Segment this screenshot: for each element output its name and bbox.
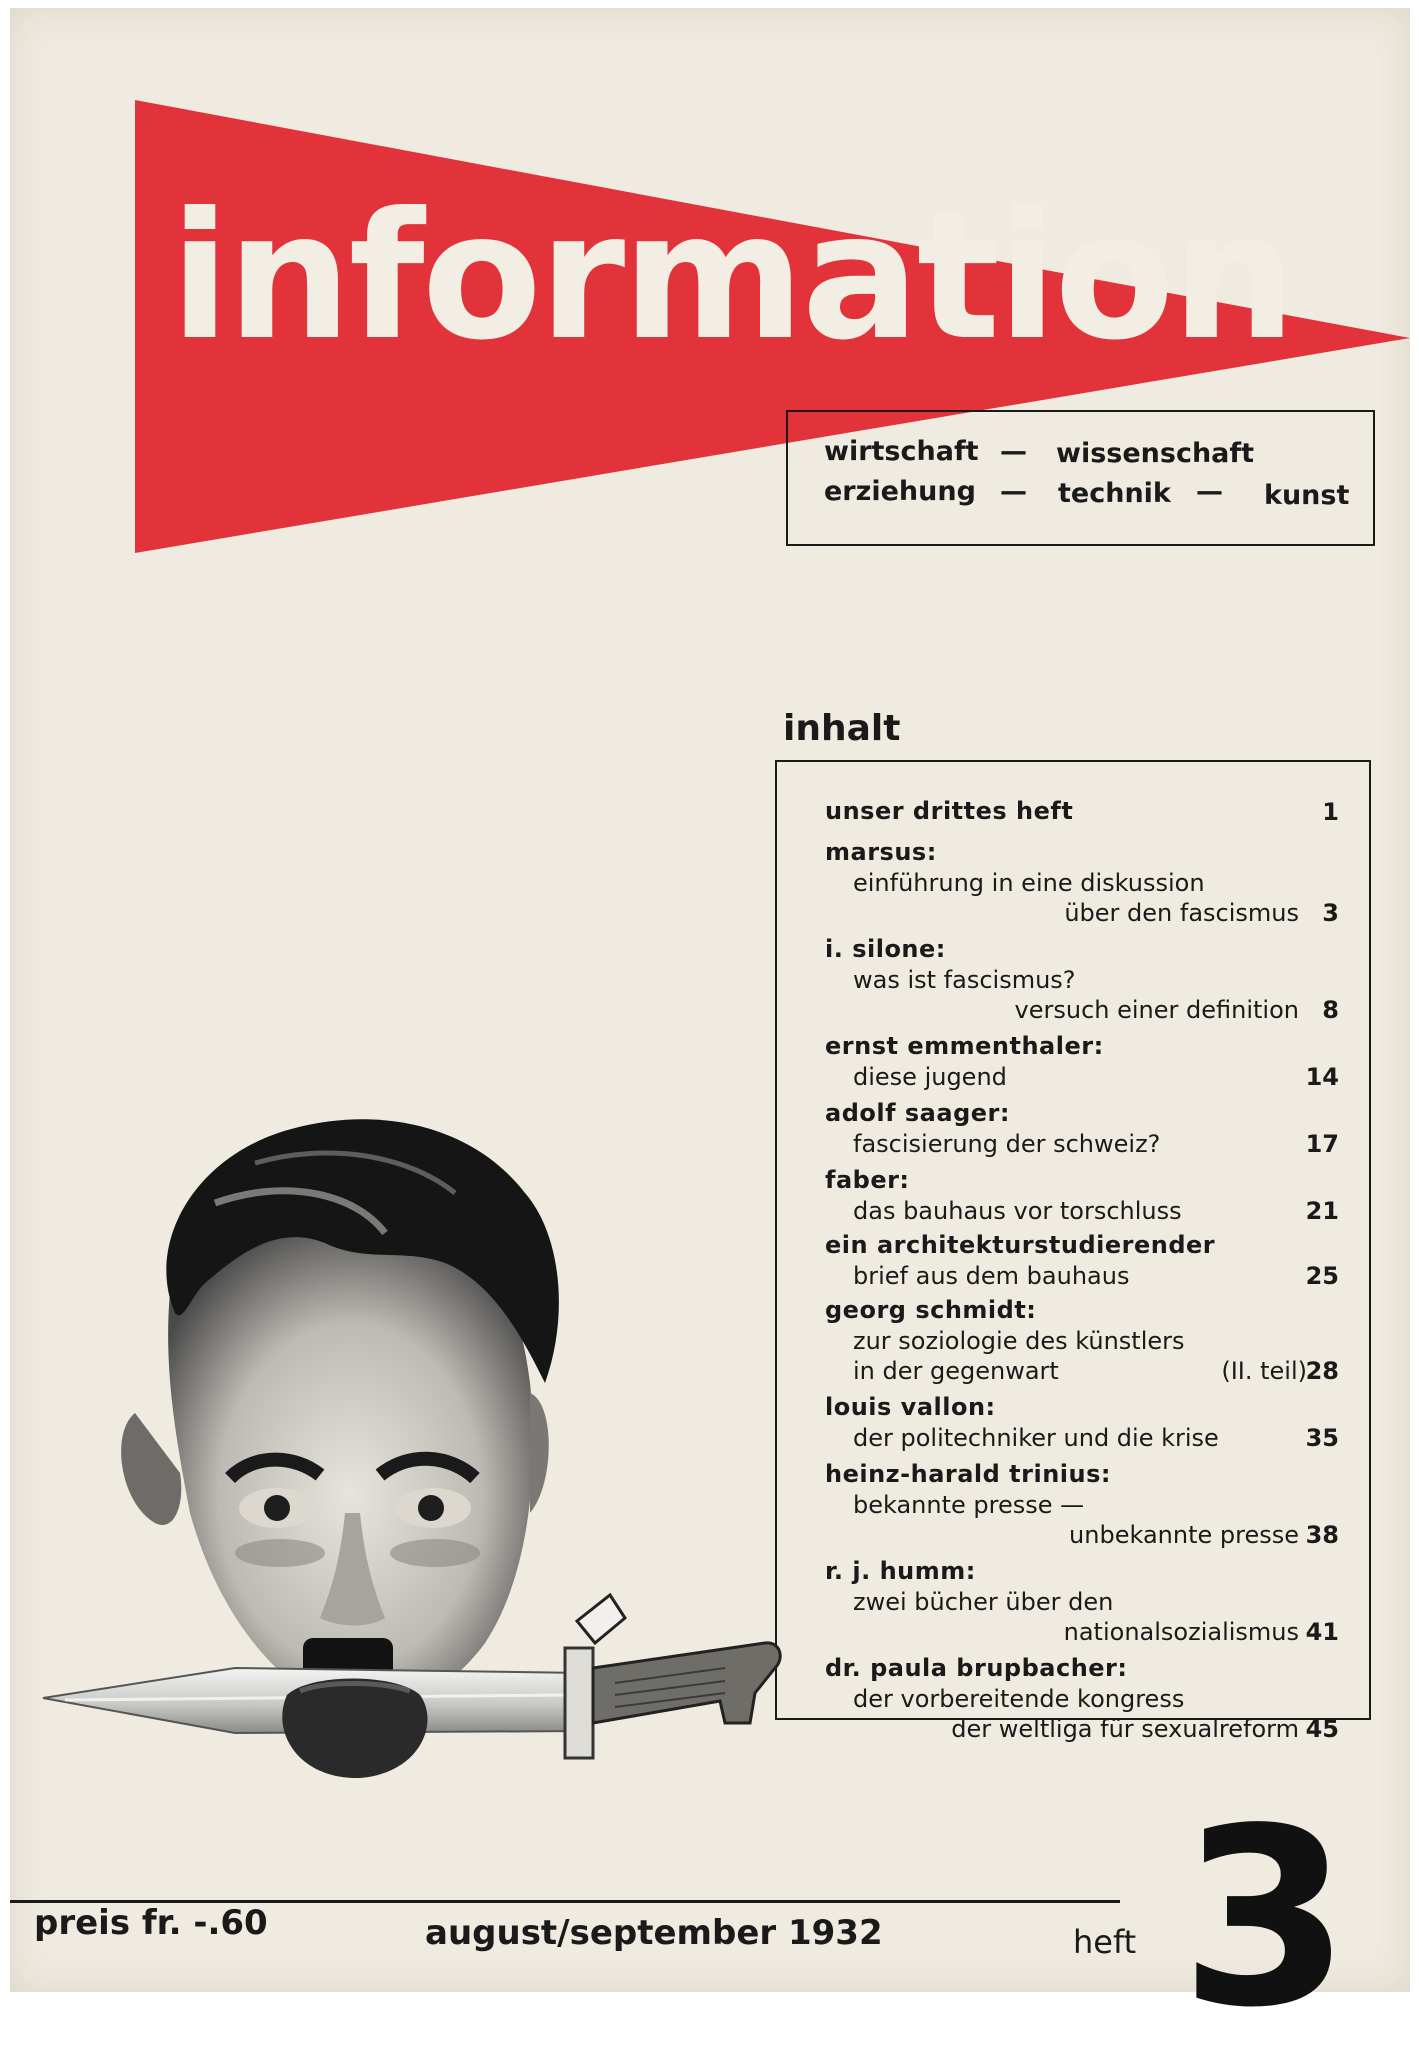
subject-wirtschaft: wirtschaft	[824, 436, 979, 467]
table-of-contents	[775, 760, 1371, 1743]
issue-date: august/september 1932	[425, 1913, 883, 1953]
toc-entry-author: louis vallon:	[825, 1393, 996, 1421]
photomontage-head-with-knife	[25, 1083, 785, 1823]
toc-entry-title-text: zur soziologie des künstlers	[853, 1327, 1185, 1355]
toc-entry-title-line	[825, 995, 1339, 1025]
toc-entry-title-line	[825, 1196, 1339, 1226]
toc-entry-author: heinz-harald trinius:	[825, 1460, 1111, 1488]
toc-entry-page-number: 28	[1305, 1357, 1339, 1385]
toc-entry-title-line	[825, 1261, 1339, 1291]
subject-wissenschaft: wissenschaft	[1056, 438, 1255, 469]
toc-entry-title-line	[825, 1326, 1339, 1356]
toc-heading: inhalt	[783, 708, 901, 749]
toc-entry-title-text: in der gegenwart	[853, 1357, 1059, 1385]
toc-entry-page-number: 8	[1322, 996, 1339, 1024]
toc-entry	[825, 1459, 1339, 1550]
toc-entry	[825, 1653, 1339, 1744]
toc-entry-title-line	[825, 1714, 1339, 1744]
mouth-lips	[282, 1679, 427, 1779]
toc-entry-author: georg schmidt:	[825, 1296, 1037, 1324]
toc-entry-page-number: 3	[1322, 899, 1339, 927]
toc-entry	[825, 1165, 1339, 1226]
toc-entry-title-line	[825, 898, 1339, 928]
toc-entry-title-text: das bauhaus vor torschluss	[853, 1197, 1182, 1225]
toc-entry	[825, 1098, 1339, 1159]
toc-entry-page-number: 35	[1305, 1424, 1339, 1452]
toc-entry-title-text: diese jugend	[853, 1063, 1007, 1091]
toc-entry	[825, 1295, 1339, 1386]
head	[121, 1119, 559, 1710]
toc-entry-title-text: fascisierung der schweiz?	[853, 1130, 1161, 1158]
toc-entry-title-line	[825, 1129, 1339, 1159]
toc-entry	[825, 1230, 1339, 1291]
toc-entry-title-line	[825, 1520, 1339, 1550]
subject-box	[786, 410, 1375, 546]
subject-technik: technik	[1058, 478, 1171, 509]
subject-dash: —	[1196, 476, 1223, 507]
toc-entry-title-text: über den fascismus	[1064, 899, 1299, 927]
toc-entry-title-line	[825, 1423, 1339, 1453]
subject-erziehung: erziehung	[824, 476, 976, 507]
toc-entry-author: unser drittes heft	[825, 797, 1074, 825]
subject-kunst: kunst	[1264, 480, 1350, 511]
toc-entry-title-text: der vorbereitende kongress	[853, 1685, 1185, 1713]
toc-entry-title-line	[825, 1684, 1339, 1714]
toc-entry-page-number: 45	[1305, 1715, 1339, 1743]
masthead-title: information	[170, 176, 1294, 379]
toc-entry-author: r. j. humm:	[825, 1557, 976, 1585]
toc-entry-note: (II. teil)	[1221, 1357, 1307, 1385]
toc-entry-page-number: 25	[1305, 1262, 1339, 1290]
toc-entry-page-number: 41	[1305, 1618, 1339, 1646]
toc-entry-title-line	[825, 965, 1339, 995]
issue-number: 3	[1180, 1776, 1351, 2061]
toc-entry-page-number: 38	[1305, 1521, 1339, 1549]
subject-dash: —	[1000, 436, 1027, 467]
toc-entry-title-text: zwei bücher über den	[853, 1588, 1114, 1616]
toc-entry-author: ein architekturstudierender	[825, 1231, 1216, 1259]
toc-entry-author: dr. paula brupbacher:	[825, 1654, 1128, 1682]
toc-entry-author: ernst emmenthaler:	[825, 1032, 1104, 1060]
subject-dash: —	[1000, 476, 1027, 507]
toc-entry-page-number: 17	[1305, 1130, 1339, 1158]
toc-entry-title-text: der weltliga für sexualreform	[951, 1715, 1299, 1743]
toc-entry	[825, 934, 1339, 1025]
toc-entry-author: adolf saager:	[825, 1099, 1010, 1127]
toc-entry	[825, 1556, 1339, 1647]
toc-entry-author: faber:	[825, 1166, 910, 1194]
toc-entry	[825, 1392, 1339, 1453]
toc-entry-title-text: versuch einer definition	[1014, 996, 1299, 1024]
toc-entry-page-number: 21	[1305, 1197, 1339, 1225]
toc-entry	[825, 837, 1339, 928]
toc-entry	[825, 1031, 1339, 1092]
toc-entry-title-text: nationalsozialismus	[1063, 1618, 1299, 1646]
toc-entry-title-text: was ist fascismus?	[853, 966, 1076, 994]
toc-entry-title-text: der politechniker und die krise	[853, 1424, 1219, 1452]
toc-list	[825, 790, 1339, 1744]
magazine-cover	[10, 8, 1410, 2061]
toc-entry-title-line	[825, 1617, 1339, 1647]
price-label: preis fr. -.60	[34, 1903, 268, 1943]
toc-entry-title-line	[825, 1490, 1339, 1520]
issue-label: heft	[1073, 1923, 1137, 1961]
toc-entry-title-line	[825, 1062, 1339, 1092]
toc-entry-title-line	[825, 1356, 1339, 1386]
toc-entry-title-text: unbekannte presse	[1069, 1521, 1299, 1549]
toc-entry-title-line	[825, 868, 1339, 898]
toc-entry-title-text: einführung in eine diskussion	[853, 869, 1205, 897]
toc-entry-author: marsus:	[825, 838, 937, 866]
toc-entry	[825, 796, 1339, 827]
toc-entry-title-text: bekannte presse —	[853, 1491, 1085, 1519]
toc-entry-title-text: brief aus dem bauhaus	[853, 1262, 1130, 1290]
toc-entry-page-number: 14	[1305, 1063, 1339, 1091]
toc-entry-author: i. silone:	[825, 935, 946, 963]
toc-entry-page-number: 1	[1322, 798, 1339, 826]
toc-entry-title-line	[825, 1587, 1339, 1617]
